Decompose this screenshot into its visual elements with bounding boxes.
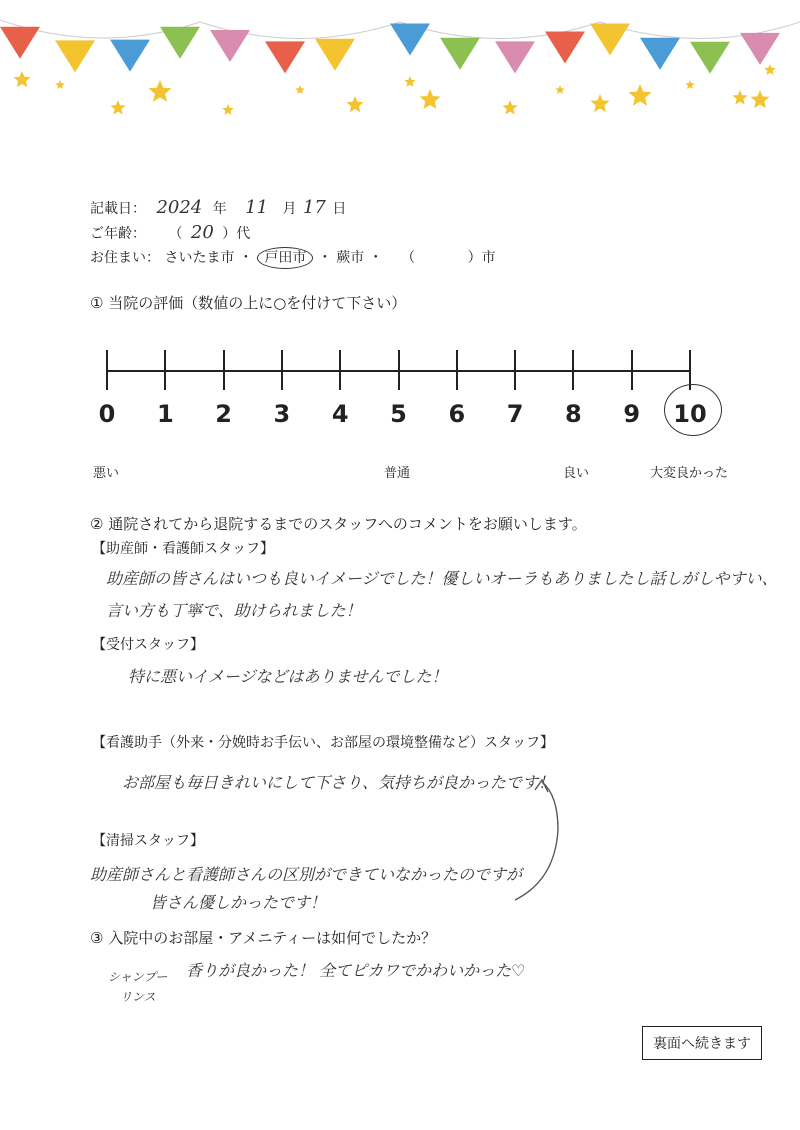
star-icon xyxy=(55,80,65,89)
date-year: 2024 xyxy=(156,197,203,218)
scale-label-good: 良い xyxy=(563,466,590,481)
date-label: 記載日： xyxy=(90,201,146,217)
staff-header-nursing-assistant: 【看護助手（外来・分娩時お手伝い、お部屋の環境整備など）スタッフ】 xyxy=(92,735,554,751)
bunting-flag xyxy=(160,27,200,59)
age-value: 20 xyxy=(190,222,214,243)
star-icon xyxy=(732,90,747,105)
star-icon xyxy=(295,85,305,94)
bunting-flag xyxy=(640,38,680,70)
scale-number-2: 2 xyxy=(215,400,232,428)
bunting-flag xyxy=(590,23,630,55)
item-rinse: リンス xyxy=(120,990,156,1004)
star-icon xyxy=(591,94,610,112)
comment-midwife-line1: 助産師の皆さんはいつも良いイメージでした！優しいオーラもありましたし話しがしやすい、 xyxy=(106,569,778,588)
scale-number-3: 3 xyxy=(273,400,291,428)
residence-other-open: （ xyxy=(401,250,416,266)
date-month: 11 xyxy=(245,197,269,218)
residence-option-toda-circled: 戸田市 xyxy=(257,247,313,269)
star-icon xyxy=(13,71,30,87)
scale-tick-1 xyxy=(164,350,166,390)
bunting-flag xyxy=(55,40,95,72)
residence-row xyxy=(90,247,496,267)
age-open: （ xyxy=(168,226,183,242)
bunting-flag xyxy=(390,23,430,55)
item-shampoo: シャンプー xyxy=(108,970,168,984)
comment-reception-line1: 特に悪いイメージなどはありませんでした！ xyxy=(128,667,448,686)
bunting-flag xyxy=(440,38,480,70)
handwritten-arrow xyxy=(510,770,570,910)
bunting-decoration xyxy=(0,0,800,130)
scale-number-10: 10 xyxy=(673,400,707,428)
bunting-flag xyxy=(110,40,150,72)
section3-title: ③ 入院中のお部屋・アメニティーは如何でしたか？ xyxy=(90,929,437,947)
star-icon xyxy=(346,96,363,112)
continue-on-back-box: 裏面へ続きます xyxy=(642,1026,762,1060)
star-icon xyxy=(502,100,517,115)
selected-rating-circle xyxy=(664,384,722,436)
star-icon xyxy=(629,84,652,106)
scale-label-normal: 普通 xyxy=(384,466,411,481)
scale-number-4: 4 xyxy=(331,400,349,428)
date-day: 17 xyxy=(302,197,326,218)
scale-number-5: 5 xyxy=(390,400,407,428)
comment-midwife-line2: 言い方も丁寧で、助けられました！ xyxy=(106,601,362,620)
star-icon xyxy=(149,80,172,102)
scale-number-7: 7 xyxy=(506,400,524,428)
residence-other-close: ）市 xyxy=(467,250,496,266)
scale-number-1: 1 xyxy=(156,400,174,428)
year-unit: 年 xyxy=(212,201,227,217)
scale-tick-8 xyxy=(572,350,574,390)
section1-title: ① 当院の評価（数値の上に○を付けて下さい） xyxy=(90,294,407,312)
bunting-flag xyxy=(210,30,250,62)
scale-label-bad: 悪い xyxy=(93,466,120,481)
date-row xyxy=(90,197,346,218)
residence-option-saitama: さいたま市 xyxy=(164,250,235,266)
scale-tick-2 xyxy=(223,350,225,390)
age-close: ）代 xyxy=(222,226,251,242)
bunting-flag xyxy=(0,27,40,59)
scale-number-8: 8 xyxy=(565,400,582,428)
residence-sep: ・ xyxy=(317,250,332,266)
month-unit: 月 xyxy=(282,201,297,217)
staff-header-cleaning: 【清掃スタッフ】 xyxy=(92,833,204,849)
star-icon xyxy=(751,90,770,108)
residence-sep: ・ xyxy=(238,250,253,266)
star-icon xyxy=(555,85,565,94)
bunting-flag xyxy=(265,41,305,73)
bunting-flag xyxy=(545,31,585,63)
scale-tick-7 xyxy=(514,350,516,390)
age-label: ご年齢： xyxy=(90,226,146,242)
scale-number-9: 9 xyxy=(623,400,641,428)
staff-header-midwife-nurse: 【助産師・看護師スタッフ】 xyxy=(92,541,274,557)
scale-tick-5 xyxy=(398,350,400,390)
star-icon xyxy=(764,64,775,75)
comment-assistant-line1: お部屋も毎日きれいにして下さり、気持ちが良かったです！ xyxy=(122,773,555,792)
bunting-flag xyxy=(315,39,355,71)
amenity-comment: 香りが良かった！ 全てピカワでかわいかった♡ xyxy=(186,961,526,980)
scale-tick-0 xyxy=(106,350,108,390)
staff-header-reception: 【受付スタッフ】 xyxy=(92,637,204,653)
scale-tick-9 xyxy=(631,350,633,390)
scale-tick-3 xyxy=(281,350,283,390)
star-icon xyxy=(222,104,233,115)
residence-sep: ・ xyxy=(368,250,383,266)
scale-number-6: 6 xyxy=(448,400,466,428)
bunting-flag xyxy=(690,42,730,74)
star-icon xyxy=(110,100,125,115)
residence-option-warabi: 蕨市 xyxy=(336,250,365,266)
scale-tick-6 xyxy=(456,350,458,390)
section2-title: ② 通院されてから退院するまでのスタッフへのコメントをお願いします。 xyxy=(90,515,587,533)
scale-label-great: 大変良かった xyxy=(650,466,729,481)
age-row xyxy=(90,222,250,243)
comment-cleaning-line1: 助産師さんと看護師さんの区別ができていなかったのですが xyxy=(90,865,523,884)
scale-number-0: 0 xyxy=(98,400,116,428)
day-unit: 日 xyxy=(332,201,347,217)
star-icon xyxy=(420,89,441,109)
comment-cleaning-line2: 皆さん優しかったです！ xyxy=(150,893,327,912)
bunting-flag xyxy=(495,41,535,73)
star-icon xyxy=(404,76,415,87)
bunting-flag xyxy=(740,33,780,65)
star-icon xyxy=(685,80,695,89)
scale-tick-4 xyxy=(339,350,341,390)
residence-label: お住まい： xyxy=(90,250,160,266)
